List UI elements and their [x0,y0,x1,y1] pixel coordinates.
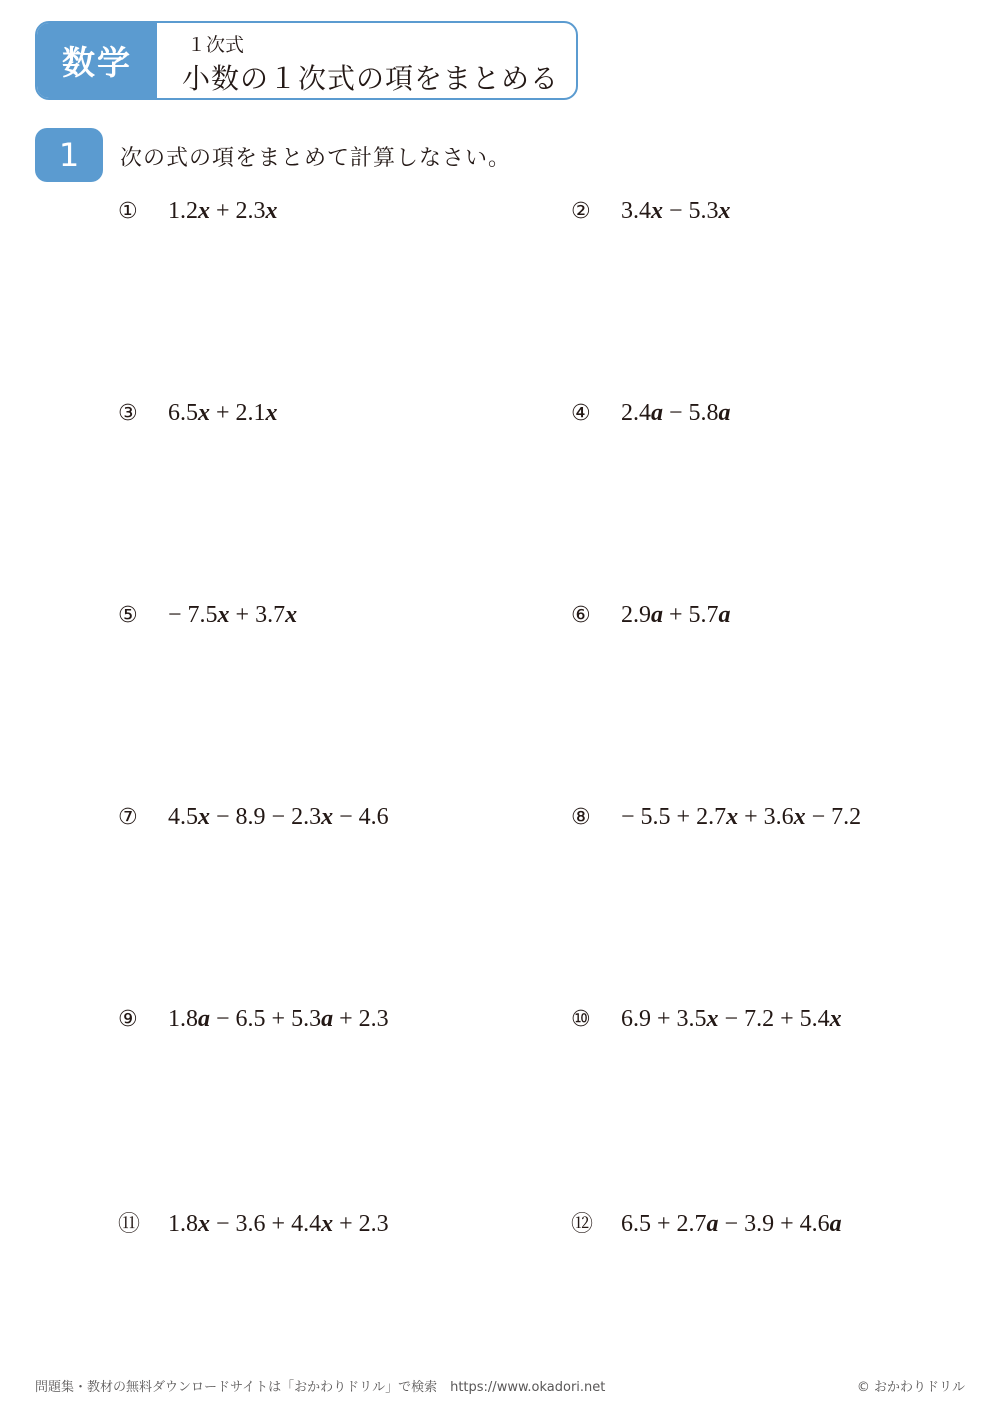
problem-item [118,602,297,629]
problem-expression: − 7.5x + 3.7x [168,602,298,628]
problem-number: ③ [118,401,138,426]
problem-item [571,400,731,427]
problem-number: ⑩ [571,1007,591,1032]
problem-number: ⑨ [118,1007,138,1032]
problem-expression: 6.5 + 2.7a − 3.9 + 4.6a [621,1211,842,1237]
problem-number: ④ [571,401,591,426]
problem-expression: 6.9 + 3.5x − 7.2 + 5.4x [621,1006,842,1032]
worksheet-header [35,21,578,100]
problem-expression: 1.8a − 6.5 + 5.3a + 2.3 [168,1006,389,1032]
problem-number: ① [118,199,138,224]
problem-item [118,1207,389,1238]
problem-expression: 3.4x − 5.3x [621,198,731,224]
page-title: 小数の１次式の項をまとめる [182,62,560,95]
problem-expression: 4.5x − 8.9 − 2.3x − 4.6 [168,804,389,830]
footer-copyright: © おかわりドリル [856,1380,965,1395]
problem-expression: 1.2x + 2.3x [168,198,278,224]
problem-expression: − 5.5 + 2.7x + 3.6x − 7.2 [621,804,862,830]
problem-item [118,1006,389,1033]
problem-expression: 2.4a − 5.8a [621,400,731,426]
problem-item [571,602,731,629]
problem-item [118,804,389,831]
question-instruction: 次の式の項をまとめて計算しなさい。 [120,146,512,171]
problem-item [118,198,278,225]
footer-site-info: 問題集・教材の無料ダウンロードサイトは「おかわりドリル」で検索 https://www.okadori.net [35,1380,606,1395]
problem-item [571,1006,842,1033]
problem-item [571,198,731,225]
problem-number: ⑦ [118,805,138,830]
problem-item [571,1207,842,1238]
problem-number: ② [571,199,591,224]
problem-number: ⑤ [118,603,138,628]
unit-label: １次式 [187,34,245,56]
problem-number: ⑪ [118,1212,141,1237]
subject-label: 数学 [37,23,157,98]
question-number-badge: 1 [35,128,103,182]
problem-item [118,400,278,427]
problem-number: ⑧ [571,805,591,830]
problem-item [571,804,861,831]
problem-number: ⑫ [571,1212,594,1237]
problem-expression: 2.9a + 5.7a [621,602,731,628]
problem-expression: 1.8x − 3.6 + 4.4x + 2.3 [168,1211,389,1237]
problem-number: ⑥ [571,603,591,628]
problem-expression: 6.5x + 2.1x [168,400,278,426]
